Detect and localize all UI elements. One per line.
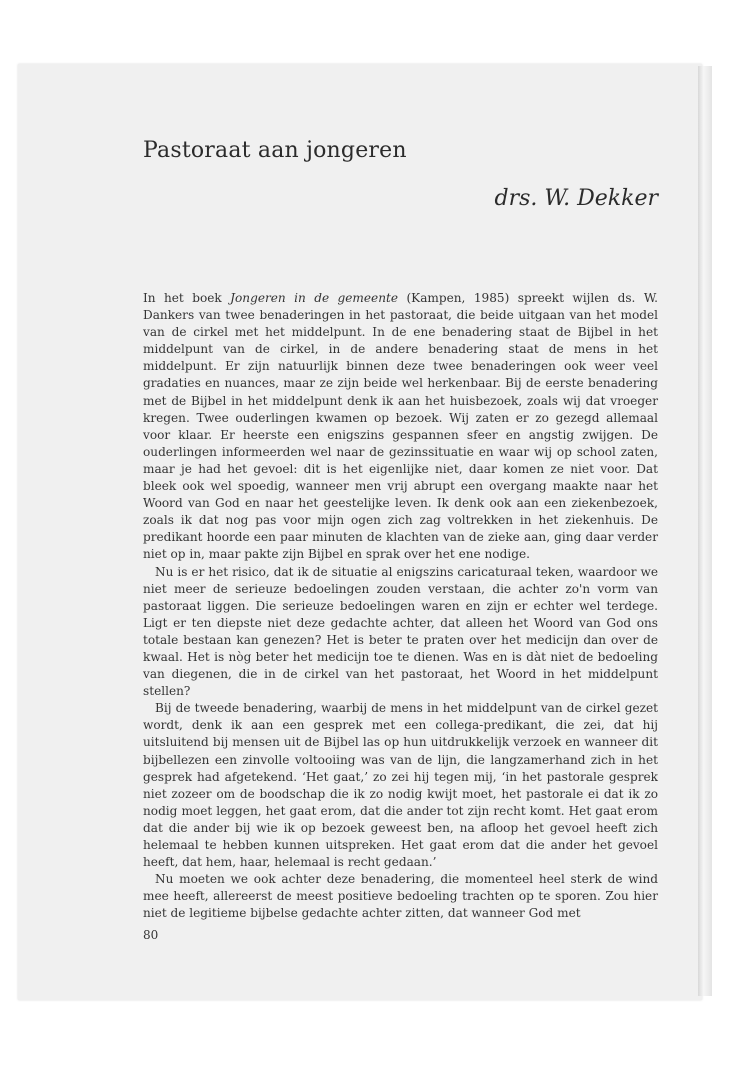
article-title: Pastoraat aan jongeren — [143, 138, 407, 163]
article-body — [143, 290, 658, 922]
paragraph-4: Nu moeten we ook achter deze benadering, die momenteel heel sterk de wind mee heeft, allereerst de meest positieve bedoeling trachten op te sporen. Zou hier niet de legitieme bijbelse gedachte achter zitten, dat wanneer God met — [143, 872, 658, 921]
paragraph-1-start: In het boek — [143, 291, 231, 305]
article-author: drs. W. Dekker — [494, 186, 658, 211]
paragraph-2: Nu is er het risico, dat ik de situatie al enigszins caricaturaal teken, waardoor we niet meer de serieuze bedoelingen zouden verstaan, die achter zo'n vorm van pastoraat liggen. Die serieuze bedoelingen waren en zijn er echter wel terdege. Ligt er ten diepste niet deze gedachte achter, dat alleen het Woord van God ons totale bestaan kan genezen? Het is beter te praten over het medicijn dan over de kwaal. Het is nòg beter het medicijn toe te dienen. Was en is dàt niet de bedoeling van diegenen, die in de cirkel van het pastoraat, het Woord in het middelpunt stellen? — [143, 564, 658, 699]
book-title: Jongeren in de gemeente — [230, 291, 399, 305]
paragraph-3: Bij de tweede benadering, waarbij de mens in het middelpunt van de cirkel gezet wordt, denk ik aan een gesprek met een collega-predikant, die zei, dat hij uitsluitend bij mensen uit de Bijbel las op hun uitdrukkelijk verzoek en wanneer dit bijbellezen een zinvolle voltooiing was van de lijn, die langzamerhand zich in het gesprek had afgetekend. ‘Het gaat,’ zo zei hij tegen mij, ‘in het pastorale gesprek niet zozeer om de boodschap die ik zo nodig kwijt moet, het pastorale ei dat ik zo nodig moet leggen, het gaat erom, dat die ander tot zijn recht komt. Het gaat erom dat die ander bij wie ik op bezoek geweest ben, na afloop het gevoel heeft zich helemaal te hebben kunnen uitspreken. Het gaat erom dat die ander het gevoel heeft, dat hem, haar, helemaal is recht gedaan.’ — [143, 701, 658, 870]
paragraph-1-rest: (Kampen, 1985) spreekt wijlen ds. W. Dankers van twee benaderingen in het pastoraat, die beide uitgaan van het model van de cirkel met het middelpunt. In de ene benadering staat de Bijbel in het middelpunt van de cirkel, in de andere benadering staat de mens in het middelpunt. Er zijn natuurlijk binnen deze twee benaderingen ook weer veel gradaties en nuances, maar ze zijn beide wel herkenbaar. Bij de eerste benadering met de Bijbel in het middelpunt denk ik aan het huisbezoek, zoals wij dat vroeger kregen. Twee ouderlingen kwamen op bezoek. Wij zaten er zo gezegd allemaal voor klaar. Er heerste een enigszins gespannen sfeer en angstig zwijgen. De ouderlingen informeerden wel naar de gezinssituatie en waar wij op school zaten, maar je had het gevoel: dit is het eigenlijke niet, daar komen ze niet voor. Dat bleek ook wel spoedig, wanneer men vrij abrupt een overgang maakte naar het Woord van God en naar het geestelijke leven. Ik denk ook aan een ziekenbezoek, zoals ik dat nog pas voor mijn ogen zich zag voltrekken in het ziekenhuis. De predikant hoorde een paar minuten de klachten van de zieke aan, ging daar verder niet op in, maar pakte zijn Bijbel en sprak over het ene nodige. — [143, 291, 658, 562]
page-edge — [698, 66, 712, 996]
paragraph-1 — [143, 290, 658, 564]
page-number: 80 — [143, 928, 159, 942]
